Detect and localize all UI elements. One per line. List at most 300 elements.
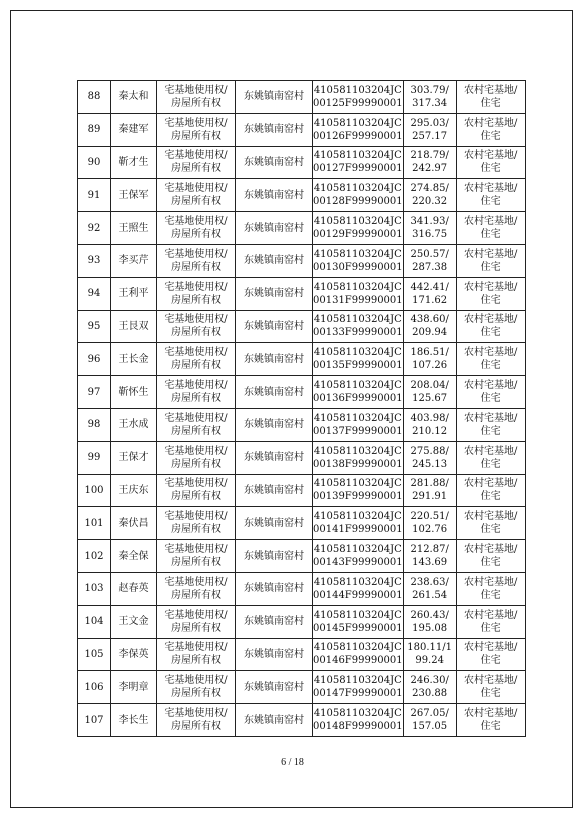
cell-owner-name-text: 李买芹 (118, 255, 149, 267)
cell-owner-name (111, 671, 157, 704)
cell-right-type-text: 宅基地使用权/ (164, 281, 228, 293)
cell-number (78, 704, 111, 737)
table-row (78, 540, 526, 573)
cell-number-text: 93 (87, 255, 101, 267)
cell-number (78, 81, 111, 114)
cell-right-type (157, 244, 236, 277)
cell-number (78, 474, 111, 507)
cell-usage-text: 住宅 (480, 327, 501, 339)
cell-right-type-text: 宅基地使用权/ (164, 150, 228, 162)
page-number: 6 / 18 (281, 757, 304, 768)
cell-usage-text: 农村宅基地/ (463, 576, 518, 588)
cell-area-text: 220.51/ (410, 511, 449, 523)
cell-usage-text: 住宅 (480, 622, 501, 634)
cell-owner-name-text: 王文金 (118, 616, 149, 628)
cell-owner-name (111, 179, 157, 212)
cell-unit-code-text: 410581103204JC (313, 117, 402, 129)
cell-right-type-text: 宅基地使用权/ (164, 117, 228, 129)
cell-number-text: 89 (87, 124, 101, 136)
cell-right-type-text: 宅基地使用权/ (164, 248, 228, 260)
cell-area-text: 442.41/ (410, 281, 449, 293)
cell-owner-name (111, 572, 157, 605)
cell-location-text: 东姚镇南窑村 (244, 517, 304, 529)
cell-number (78, 179, 111, 212)
cell-unit-code (313, 81, 404, 114)
table-row (78, 474, 526, 507)
cell-right-type (157, 343, 236, 376)
cell-area-text: 341.93/ (410, 216, 449, 228)
cell-area-text: 274.85/ (410, 183, 449, 195)
cell-usage-text: 农村宅基地/ (463, 347, 518, 359)
cell-location-text: 东姚镇南窑村 (244, 386, 304, 398)
table-row (78, 81, 526, 114)
cell-right-type (157, 704, 236, 737)
cell-right-type (157, 572, 236, 605)
cell-unit-code-text: 410581103204JC (313, 150, 402, 162)
table-row (78, 179, 526, 212)
cell-area-text: 295.03/ (410, 117, 449, 129)
cell-owner-name-text: 秦伏昌 (118, 517, 149, 529)
cell-usage-text: 农村宅基地/ (463, 544, 518, 556)
cell-number-text: 99 (87, 452, 101, 464)
cell-location-text: 东姚镇南窑村 (244, 452, 304, 464)
cell-number-text: 100 (84, 484, 104, 496)
cell-number (78, 605, 111, 638)
cell-right-type-text: 宅基地使用权/ (164, 445, 228, 457)
cell-area-text: 125.67 (412, 393, 448, 405)
cell-owner-name (111, 507, 157, 540)
cell-right-type (157, 113, 236, 146)
cell-usage-text: 农村宅基地/ (463, 117, 518, 129)
cell-area-text: 260.43/ (410, 609, 449, 621)
cell-area-text: 246.30/ (410, 675, 449, 687)
cell-area-text: 245.13 (412, 458, 448, 470)
cell-location-text: 东姚镇南窑村 (244, 255, 304, 267)
cell-location (236, 572, 313, 605)
cell-usage-text: 农村宅基地/ (463, 150, 518, 162)
cell-area-text: 157.05 (412, 721, 448, 733)
cell-usage-text: 住宅 (480, 261, 501, 273)
cell-area-text: 230.88 (412, 688, 448, 700)
cell-unit-code (313, 638, 404, 671)
cell-usage (456, 81, 525, 114)
cell-unit-code (313, 507, 404, 540)
cell-usage-text: 住宅 (480, 360, 501, 372)
cell-unit-code (313, 376, 404, 409)
cell-unit-code-text: 00139F99990001 (313, 491, 403, 503)
cell-number (78, 507, 111, 540)
cell-right-type-text: 房屋所有权 (171, 524, 221, 536)
cell-usage (456, 572, 525, 605)
cell-location-text: 东姚镇南窑村 (244, 91, 304, 103)
cell-area (403, 179, 456, 212)
cell-right-type-text: 宅基地使用权/ (164, 511, 228, 523)
cell-location-text: 东姚镇南窑村 (244, 189, 304, 201)
table-row (78, 704, 526, 737)
cell-area-text: 99.24 (415, 655, 444, 667)
cell-area (403, 113, 456, 146)
cell-number-text: 101 (84, 517, 104, 529)
cell-number-text: 104 (84, 616, 104, 628)
cell-area-text: 171.62 (412, 294, 448, 306)
cell-area (403, 671, 456, 704)
cell-unit-code-text: 00125F99990001 (313, 97, 403, 109)
cell-area (403, 244, 456, 277)
cell-usage-text: 农村宅基地/ (463, 478, 518, 490)
cell-owner-name (111, 277, 157, 310)
cell-location-text: 东姚镇南窑村 (244, 124, 304, 136)
cell-location-text: 东姚镇南窑村 (244, 288, 304, 300)
cell-right-type (157, 81, 236, 114)
cell-location-text: 东姚镇南窑村 (244, 222, 304, 234)
cell-usage-text: 住宅 (480, 524, 501, 536)
table-row (78, 277, 526, 310)
cell-number-text: 97 (87, 386, 101, 398)
cell-owner-name-text: 靳怀生 (118, 386, 149, 398)
cell-unit-code-text: 00133F99990001 (313, 327, 403, 339)
table-row (78, 343, 526, 376)
cell-right-type-text: 宅基地使用权/ (164, 642, 228, 654)
cell-right-type-text: 宅基地使用权/ (164, 412, 228, 424)
cell-unit-code (313, 113, 404, 146)
cell-location-text: 东姚镇南窑村 (244, 353, 304, 365)
cell-area-text: 208.04/ (410, 380, 449, 392)
table-row (78, 605, 526, 638)
cell-area-text: 212.87/ (410, 544, 449, 556)
cell-area (403, 540, 456, 573)
cell-unit-code (313, 343, 404, 376)
cell-owner-name-text: 王保才 (118, 452, 149, 464)
cell-area (403, 572, 456, 605)
cell-number (78, 113, 111, 146)
table-row (78, 113, 526, 146)
cell-unit-code-text: 410581103204JC (313, 183, 402, 195)
cell-number-text: 102 (84, 550, 104, 562)
cell-unit-code (313, 540, 404, 573)
cell-right-type (157, 179, 236, 212)
cell-right-type-text: 宅基地使用权/ (164, 216, 228, 228)
cell-unit-code-text: 410581103204JC (313, 609, 402, 621)
cell-unit-code-text: 00145F99990001 (313, 622, 403, 634)
cell-usage (456, 638, 525, 671)
registration-table (77, 80, 526, 737)
cell-number-text: 103 (84, 583, 104, 595)
table-row (78, 212, 526, 245)
cell-location (236, 179, 313, 212)
cell-owner-name (111, 704, 157, 737)
cell-usage-text: 农村宅基地/ (463, 183, 518, 195)
cell-unit-code-text: 00138F99990001 (313, 458, 403, 470)
cell-unit-code-text: 00129F99990001 (313, 229, 403, 241)
cell-area-text: 107.26 (412, 360, 448, 372)
cell-usage-text: 农村宅基地/ (463, 511, 518, 523)
cell-number (78, 310, 111, 343)
cell-area (403, 474, 456, 507)
cell-right-type-text: 宅基地使用权/ (164, 314, 228, 326)
cell-right-type (157, 540, 236, 573)
cell-unit-code (313, 212, 404, 245)
cell-location (236, 474, 313, 507)
table-row (78, 507, 526, 540)
cell-location-text: 东姚镇南窑村 (244, 681, 304, 693)
cell-right-type-text: 宅基地使用权/ (164, 675, 228, 687)
cell-right-type-text: 宅基地使用权/ (164, 609, 228, 621)
cell-number-text: 98 (87, 419, 101, 431)
cell-unit-code (313, 441, 404, 474)
table-row (78, 310, 526, 343)
cell-area-text: 186.51/ (410, 347, 449, 359)
cell-right-type-text: 宅基地使用权/ (164, 708, 228, 720)
cell-right-type-text: 宅基地使用权/ (164, 544, 228, 556)
cell-number (78, 671, 111, 704)
cell-owner-name (111, 81, 157, 114)
cell-right-type-text: 房屋所有权 (171, 557, 221, 569)
cell-right-type-text: 宅基地使用权/ (164, 84, 228, 96)
cell-owner-name-text: 秦建军 (118, 124, 149, 136)
cell-owner-name (111, 605, 157, 638)
cell-usage-text: 住宅 (480, 655, 501, 667)
cell-owner-name-text: 王利平 (118, 288, 149, 300)
cell-usage-text: 住宅 (480, 196, 501, 208)
cell-usage (456, 474, 525, 507)
cell-right-type-text: 房屋所有权 (171, 97, 221, 109)
cell-area-text: 438.60/ (410, 314, 449, 326)
cell-area-text: 267.05/ (410, 708, 449, 720)
cell-location (236, 113, 313, 146)
cell-area-text: 317.34 (412, 97, 448, 109)
cell-usage-text: 住宅 (480, 130, 501, 142)
cell-unit-code-text: 00130F99990001 (313, 261, 403, 273)
cell-location (236, 277, 313, 310)
cell-number (78, 343, 111, 376)
cell-right-type-text: 房屋所有权 (171, 327, 221, 339)
cell-usage (456, 605, 525, 638)
cell-right-type (157, 376, 236, 409)
cell-unit-code-text: 410581103204JC (313, 84, 402, 96)
cell-area (403, 277, 456, 310)
cell-area (403, 638, 456, 671)
cell-location-text: 东姚镇南窑村 (244, 616, 304, 628)
cell-usage (456, 113, 525, 146)
cell-number (78, 441, 111, 474)
cell-unit-code-text: 410581103204JC (313, 478, 402, 490)
cell-right-type-text: 房屋所有权 (171, 622, 221, 634)
cell-area-text: 220.32 (412, 196, 448, 208)
cell-right-type-text: 房屋所有权 (171, 261, 221, 273)
cell-unit-code-text: 410581103204JC (313, 708, 402, 720)
cell-location (236, 540, 313, 573)
cell-usage (456, 540, 525, 573)
cell-usage (456, 704, 525, 737)
cell-owner-name (111, 441, 157, 474)
cell-area-text: 316.75 (412, 229, 448, 241)
cell-number-text: 94 (87, 288, 101, 300)
cell-number-text: 90 (87, 156, 101, 168)
cell-area-text: 102.76 (412, 524, 448, 536)
table-row (78, 671, 526, 704)
cell-number (78, 408, 111, 441)
cell-location (236, 441, 313, 474)
cell-location-text: 东姚镇南窑村 (244, 648, 304, 660)
cell-usage-text: 住宅 (480, 97, 501, 109)
cell-owner-name-text: 王长金 (118, 353, 149, 365)
cell-usage (456, 212, 525, 245)
cell-location-text: 东姚镇南窑村 (244, 583, 304, 595)
cell-usage-text: 农村宅基地/ (463, 216, 518, 228)
cell-area (403, 212, 456, 245)
cell-right-type-text: 宅基地使用权/ (164, 183, 228, 195)
cell-usage (456, 179, 525, 212)
cell-owner-name (111, 474, 157, 507)
cell-unit-code (313, 572, 404, 605)
cell-number-text: 92 (87, 222, 101, 234)
cell-area (403, 441, 456, 474)
cell-owner-name (111, 244, 157, 277)
cell-unit-code-text: 00136F99990001 (313, 393, 403, 405)
cell-owner-name (111, 376, 157, 409)
cell-owner-name-text: 王保军 (118, 189, 149, 201)
cell-right-type-text: 房屋所有权 (171, 163, 221, 175)
cell-location (236, 671, 313, 704)
cell-owner-name (111, 540, 157, 573)
cell-unit-code-text: 410581103204JC (313, 216, 402, 228)
cell-unit-code-text: 00131F99990001 (313, 294, 403, 306)
table-row (78, 572, 526, 605)
cell-usage-text: 农村宅基地/ (463, 609, 518, 621)
cell-number (78, 146, 111, 179)
cell-right-type (157, 146, 236, 179)
cell-right-type-text: 宅基地使用权/ (164, 380, 228, 392)
cell-right-type-text: 宅基地使用权/ (164, 347, 228, 359)
cell-right-type (157, 605, 236, 638)
cell-right-type-text: 房屋所有权 (171, 425, 221, 437)
cell-area (403, 605, 456, 638)
cell-unit-code (313, 474, 404, 507)
cell-area-text: 210.12 (412, 425, 448, 437)
cell-usage-text: 住宅 (480, 721, 501, 733)
cell-usage-text: 农村宅基地/ (463, 281, 518, 293)
cell-location-text: 东姚镇南窑村 (244, 550, 304, 562)
cell-number (78, 540, 111, 573)
cell-usage-text: 农村宅基地/ (463, 675, 518, 687)
cell-owner-name-text: 秦太和 (118, 91, 149, 103)
cell-owner-name-text: 靳才生 (118, 156, 149, 168)
cell-unit-code-text: 00128F99990001 (313, 196, 403, 208)
cell-area-text: 281.88/ (410, 478, 449, 490)
cell-number-text: 96 (87, 353, 101, 365)
cell-location (236, 146, 313, 179)
table-row (78, 146, 526, 179)
cell-right-type-text: 房屋所有权 (171, 721, 221, 733)
cell-unit-code-text: 00141F99990001 (313, 524, 403, 536)
cell-unit-code-text: 410581103204JC (313, 347, 402, 359)
cell-unit-code-text: 410581103204JC (313, 544, 402, 556)
cell-area (403, 408, 456, 441)
cell-area (403, 343, 456, 376)
cell-owner-name-text: 王水成 (118, 419, 149, 431)
cell-number (78, 638, 111, 671)
cell-number-text: 106 (84, 681, 104, 693)
cell-number-text: 91 (87, 189, 101, 201)
cell-location-text: 东姚镇南窑村 (244, 714, 304, 726)
cell-right-type-text: 房屋所有权 (171, 589, 221, 601)
table-row (78, 376, 526, 409)
cell-right-type-text: 房屋所有权 (171, 688, 221, 700)
cell-right-type (157, 277, 236, 310)
cell-location-text: 东姚镇南窑村 (244, 484, 304, 496)
cell-area (403, 81, 456, 114)
cell-owner-name (111, 310, 157, 343)
cell-owner-name (111, 146, 157, 179)
cell-usage (456, 244, 525, 277)
cell-area (403, 146, 456, 179)
cell-right-type-text: 房屋所有权 (171, 294, 221, 306)
cell-unit-code-text: 410581103204JC (313, 281, 402, 293)
cell-unit-code-text: 410581103204JC (313, 642, 402, 654)
cell-area-text: 303.79/ (410, 84, 449, 96)
cell-right-type-text: 房屋所有权 (171, 491, 221, 503)
cell-location-text: 东姚镇南窑村 (244, 320, 304, 332)
cell-owner-name-text: 李长生 (118, 714, 149, 726)
cell-unit-code-text: 00146F99990001 (313, 655, 403, 667)
cell-usage-text: 住宅 (480, 393, 501, 405)
cell-number (78, 376, 111, 409)
cell-unit-code-text: 410581103204JC (313, 445, 402, 457)
cell-unit-code (313, 408, 404, 441)
cell-usage-text: 住宅 (480, 688, 501, 700)
cell-location (236, 638, 313, 671)
cell-usage (456, 310, 525, 343)
cell-unit-code-text: 410581103204JC (313, 380, 402, 392)
cell-area-text: 250.57/ (410, 248, 449, 260)
cell-usage-text: 农村宅基地/ (463, 412, 518, 424)
cell-usage (456, 376, 525, 409)
cell-unit-code-text: 00127F99990001 (313, 163, 403, 175)
cell-area-text: 275.88/ (410, 445, 449, 457)
cell-unit-code (313, 179, 404, 212)
cell-usage (456, 408, 525, 441)
cell-right-type (157, 212, 236, 245)
cell-unit-code-text: 00135F99990001 (313, 360, 403, 372)
cell-area-text: 291.91 (412, 491, 448, 503)
cell-area (403, 376, 456, 409)
cell-owner-name-text: 秦全保 (118, 550, 149, 562)
cell-location-text: 东姚镇南窑村 (244, 419, 304, 431)
cell-right-type-text: 宅基地使用权/ (164, 478, 228, 490)
cell-usage (456, 507, 525, 540)
cell-owner-name (111, 113, 157, 146)
table-row (78, 638, 526, 671)
cell-unit-code (313, 671, 404, 704)
cell-unit-code-text: 00137F99990001 (313, 425, 403, 437)
cell-area-text: 180.11/1 (407, 642, 453, 654)
cell-number (78, 277, 111, 310)
cell-location (236, 310, 313, 343)
cell-unit-code (313, 310, 404, 343)
cell-owner-name (111, 212, 157, 245)
cell-right-type (157, 638, 236, 671)
cell-right-type (157, 507, 236, 540)
table-row (78, 408, 526, 441)
cell-number-text: 88 (87, 91, 101, 103)
cell-owner-name (111, 343, 157, 376)
cell-area-text: 242.97 (412, 163, 448, 175)
cell-owner-name-text: 赵春英 (118, 583, 149, 595)
cell-number-text: 95 (87, 320, 101, 332)
cell-usage-text: 农村宅基地/ (463, 314, 518, 326)
cell-right-type-text: 房屋所有权 (171, 655, 221, 667)
cell-location (236, 343, 313, 376)
